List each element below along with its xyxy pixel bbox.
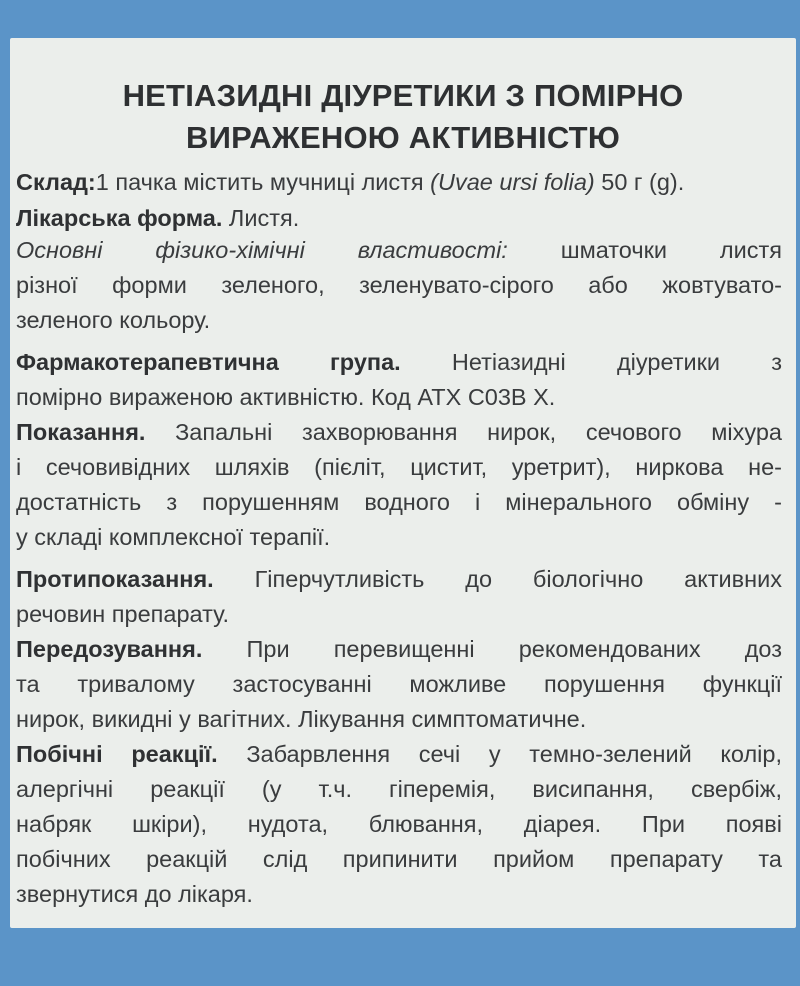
properties-line-1 [16, 234, 782, 266]
side-effects-line-1-rest: Забарвлення сечі у темно-зелений колір, [217, 741, 782, 767]
indications-line-2: і сечовивідних шляхів (пієліт, цистит, уретрит), ниркова не- [16, 454, 782, 480]
dosage-form-label: Лікарська форма. [16, 205, 223, 231]
label-card [10, 38, 796, 928]
title-line-1: НЕТІАЗИДНІ ДІУРЕТИКИ З ПОМІРНО [122, 78, 684, 113]
indications-label: Показання. [16, 419, 146, 445]
side-effects-line-5: звернутися до лікаря. [16, 881, 253, 907]
overdose-line-2: та тривалому застосуванні можливе порушення функції [16, 671, 782, 697]
dosage-form-line [16, 202, 299, 234]
pharm-group-line-1 [16, 346, 782, 378]
title-line-2: ВИРАЖЕНОЮ АКТИВНІСТЮ [186, 120, 620, 155]
indications-line-1-rest: Запальні захворювання нирок, сечового міхура [145, 419, 782, 445]
side-effects-line-2: алергічні реакції (у т.ч. гіперемія, висипання, свербіж, [16, 776, 782, 802]
pharm-group-line-1-rest: Нетіазидні діуретики з [400, 349, 782, 375]
pharm-group-line-2: помірно вираженою активністю. Код АТХ С03В Х. [16, 384, 556, 410]
properties-line-3: зеленого кольору. [16, 307, 211, 333]
side-effects-line-3: набряк шкіри), нудота, блювання, діарея. При появі [16, 811, 782, 837]
side-effects-label: Побічні реакції. [16, 741, 218, 767]
composition-line [16, 166, 684, 198]
indications-line-1 [16, 416, 782, 448]
overdose-line-3: нирок, викидні у вагітних. Лікування симптоматичне. [16, 706, 587, 732]
overdose-label: Передозування. [16, 636, 203, 662]
overdose-line-1-rest: При перевищенні рекомендованих доз [202, 636, 782, 662]
overdose-line-1 [16, 633, 782, 665]
properties-label: Основні фізико-хімічні властивості: [16, 237, 508, 263]
side-effects-line-4: побічних реакцій слід припинити прийом препарату та [16, 846, 782, 872]
properties-line-2: різної форми зеленого, зеленувато-сірого або жовтувато- [16, 272, 782, 298]
contraindications-line-1 [16, 563, 782, 595]
indications-line-4: у складі комплексної терапії. [16, 524, 331, 550]
composition-text-a: 1 пачка містить мучниці листя [95, 169, 431, 195]
composition-label: Склад: [16, 169, 96, 195]
contraindications-line-1-rest: Гіперчутливість до біологічно активних [213, 566, 782, 592]
side-effects-line-1 [16, 738, 782, 770]
properties-line-1-rest: шматочки листя [507, 237, 782, 263]
composition-text-b: 50 г (g). [594, 169, 685, 195]
dosage-form-text: Листя. [222, 205, 300, 231]
pharm-group-label: Фармакотерапевтична група. [16, 349, 401, 375]
composition-latin: (Uvae ursi folia) [430, 169, 595, 195]
indications-line-3: достатність з порушенням водного і мінерального обміну - [16, 489, 782, 515]
contraindications-label: Протипоказання. [16, 566, 214, 592]
contraindications-line-2: речовин препарату. [16, 601, 230, 627]
